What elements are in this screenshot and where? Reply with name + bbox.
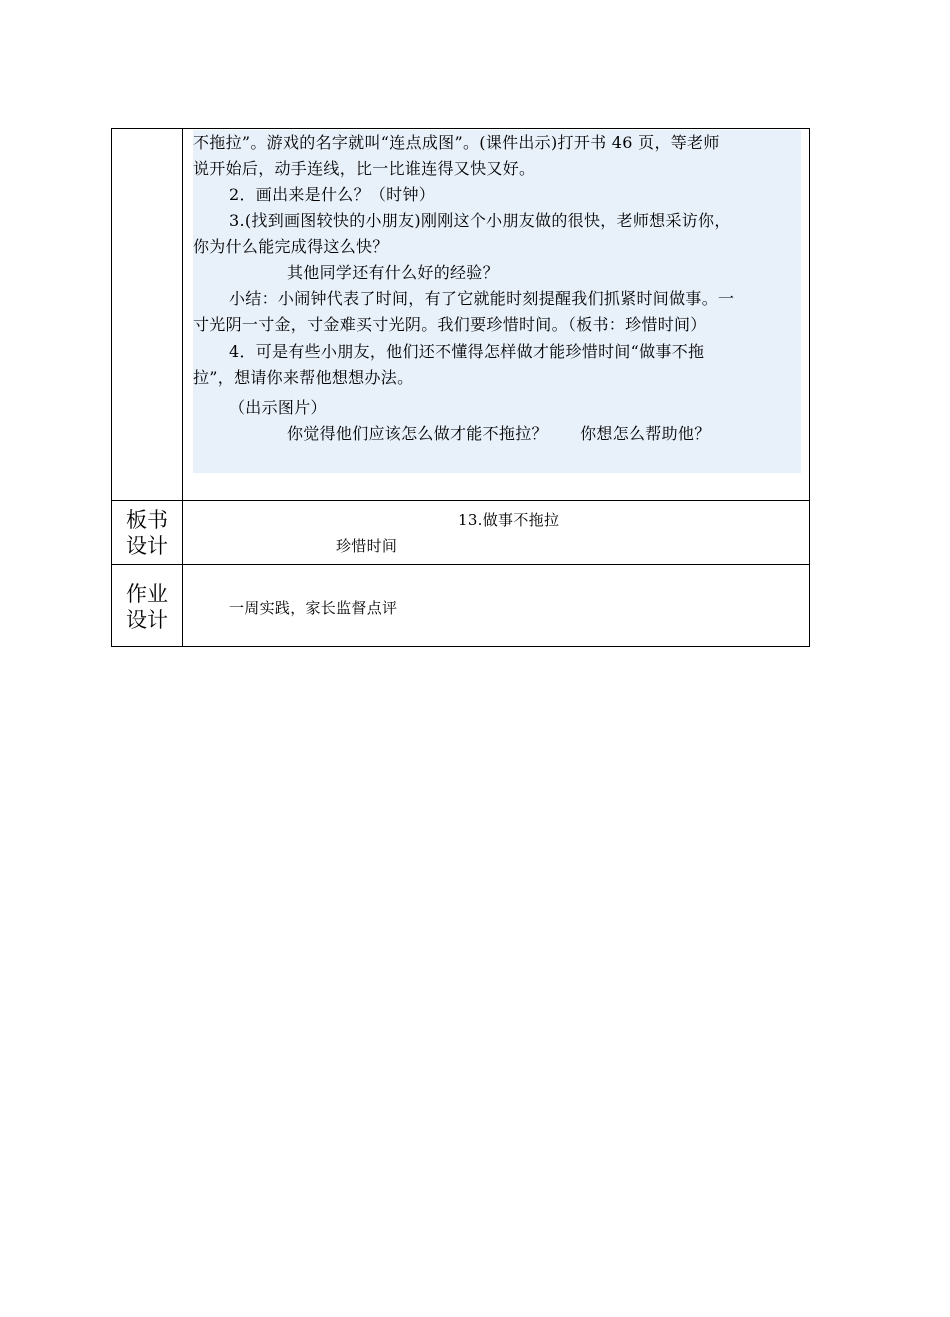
process-line: 说开始后，动手连线，比一比谁连得又快又好。 [193,159,536,178]
process-line: 2．画出来是什么？（时钟） [229,185,436,204]
process-line: 小结：小闹钟代表了时间，有了它就能时刻提醒我们抓紧时间做事。一 [229,289,735,308]
board-title: 13.做事不拖拉 [458,511,560,529]
process-line: （出示图片） [229,398,327,417]
teaching-process-cell [193,130,801,473]
process-line: 拉”，想请你来帮他想想办法。 [193,368,414,387]
process-line: 你为什么能完成得这么快？ [193,237,389,256]
lesson-plan-table [111,128,810,647]
row-divider [112,564,809,565]
process-line: 3.(找到画图较快的小朋友)刚刚这个小朋友做的很快，老师想采访你， [229,211,731,230]
process-line: 其他同学还有什么好的经验？ [287,263,499,282]
process-line: 你觉得他们应该怎么做才能不拖拉？ 你想怎么帮助他？ [287,424,711,443]
row-divider [112,500,809,501]
board-design-label: 设计 [126,534,168,558]
board-design-label: 板书 [126,508,168,532]
homework-label: 设计 [126,608,168,632]
process-line: 寸光阴一寸金，寸金难买寸光阴。我们要珍惜时间。（板书：珍惜时间） [193,315,707,334]
board-subtitle: 珍惜时间 [336,537,398,555]
process-line: 不拖拉”。游戏的名字就叫“连点成图”。(课件出示)打开书 46 页，等老师 [193,133,720,152]
process-line: 4．可是有些小朋友，他们还不懂得怎样做才能珍惜时间“做事不拖 [229,342,705,361]
homework-text: 一周实践，家长监督点评 [229,599,398,617]
homework-label: 作业 [126,582,168,606]
column-divider [182,129,183,646]
